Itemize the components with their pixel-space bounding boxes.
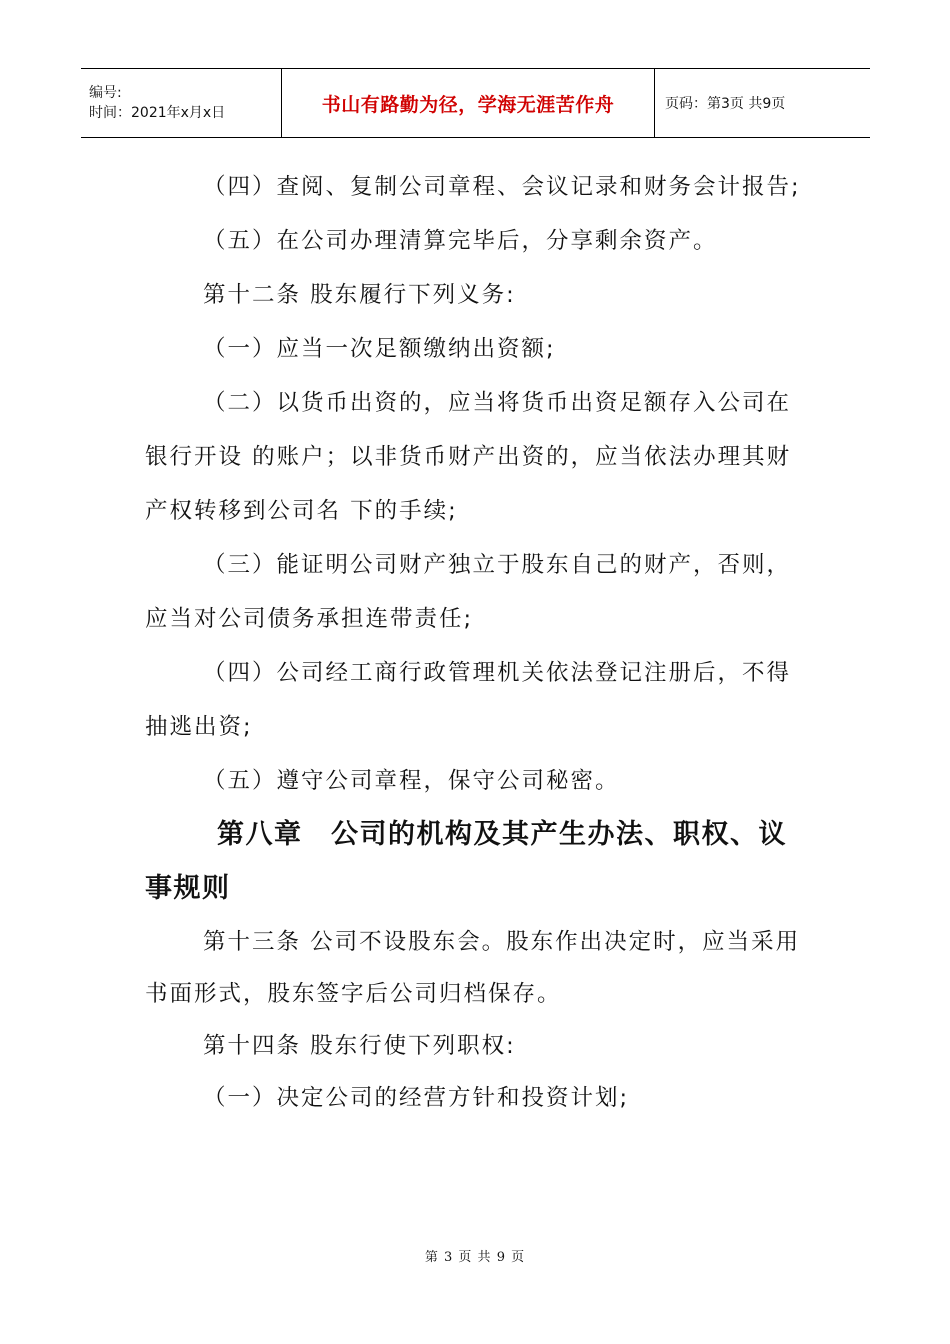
paragraph: （四）公司经工商行政管理机关依法登记注册后，不得抽逃出资; [145,660,792,740]
header-page-number: 页码：第3页 共9页 [665,96,786,112]
article-paragraph: 第十三条 公司不设股东会。股东作出决定时，应当采用书面形式，股东签字后公司归档保存。 [145,929,801,1007]
time-label: 时间：2021年x月x日 [89,105,226,121]
paragraph: （五）遵守公司章程，保守公司秘密。 [203,768,620,794]
paragraph: （五）在公司办理清算完毕后，分享剩余资产。 [203,228,718,254]
chapter-heading: 第八章 公司的机构及其产生办法、职权、议事规则 [145,819,787,904]
article-heading: 第十二条 股东履行下列义务: [203,282,516,308]
paragraph: （一）应当一次足额缴纳出资额; [203,336,556,362]
article-heading: 第十四条 股东行使下列职权: [203,1033,516,1059]
header-motto-cell [282,69,655,137]
page-footer: 第 3 页 共 9 页 [424,1250,526,1265]
serial-label: 编号: [89,85,122,101]
paragraph: （三）能证明公司财产独立于股东自己的财产，否则，应当对公司债务承担连带责任; [145,552,792,632]
header-page-info [655,69,870,137]
document-header [81,68,870,138]
document-body [145,160,810,1124]
header-meta [81,69,282,137]
paragraph: （二）以货币出资的，应当将货币出资足额存入公司在银行开设 的账户；以非货币财产出资的，应当依法办理其财产权转移到公司名 下的手续; [145,390,792,524]
paragraph: （四）查阅、复制公司章程、会议记录和财务会计报告; [203,174,801,200]
paragraph: （一）决定公司的经营方针和投资计划; [203,1085,630,1111]
header-motto: 书山有路勤为径，学海无涯苦作舟 [321,93,615,116]
